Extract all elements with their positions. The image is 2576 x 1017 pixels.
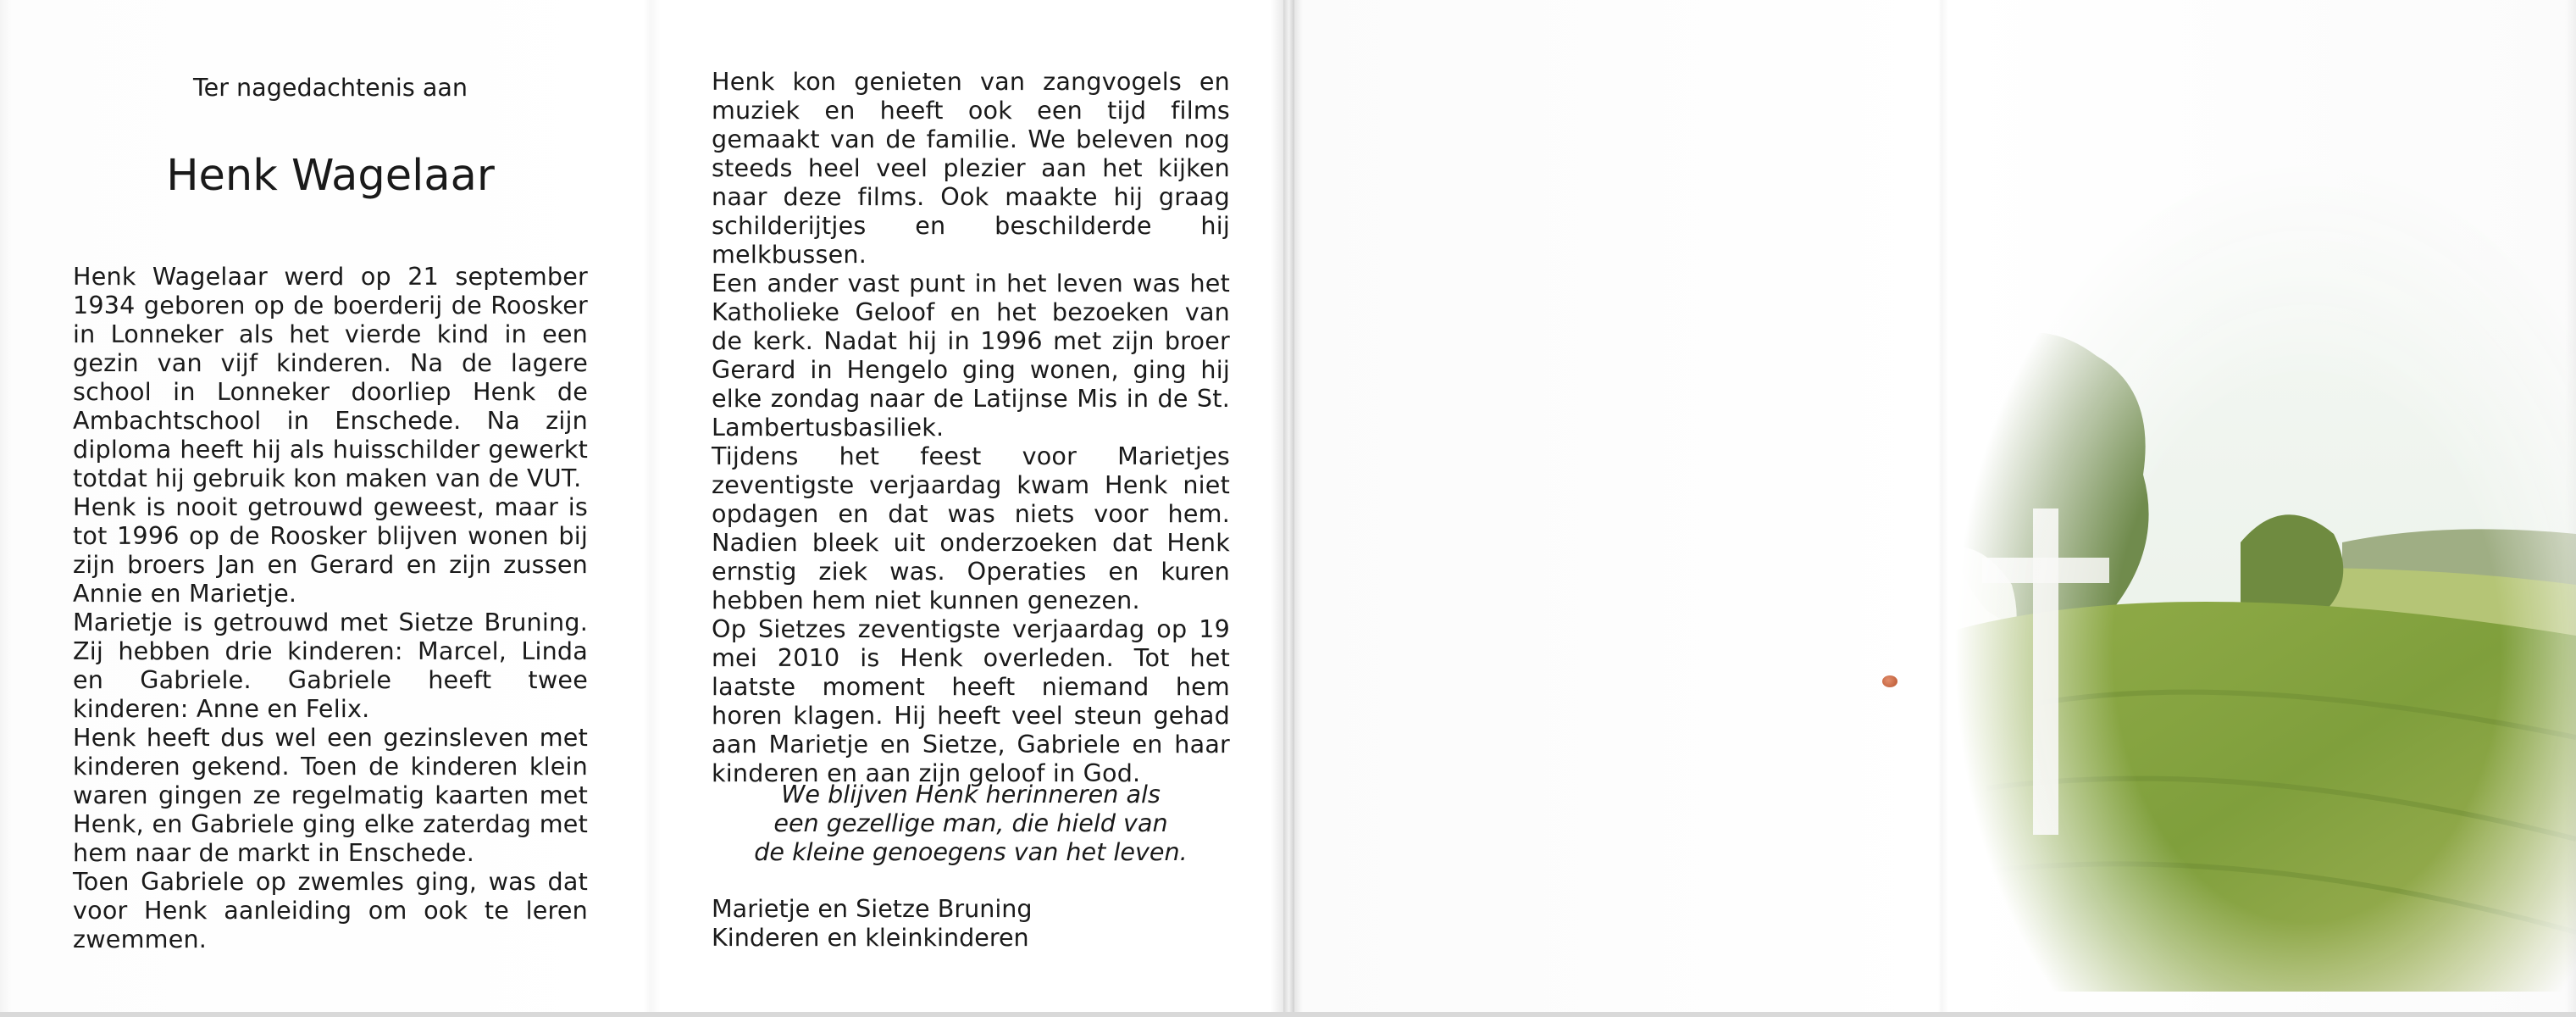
biography-paragraph: Henk is nooit getrouwd geweest, maar is tot 1996 op de Roosker blijven wonen bij zijn broers Jan en Gerard en zijn zussen Annie en Marietje. xyxy=(73,492,588,608)
biography-right-column xyxy=(712,67,1230,787)
biography-paragraph: Henk Wagelaar werd op 21 september 1934 geboren op de boerderij de Roosker in Lonneker als het vierde kind in een gezin van vijf kinderen. Na de lagere school in Lonneker doorliep Henk de Ambachtschool in Enschede. Na zijn diploma heeft hij als huisschilder gewerkt totdat hij gebruik kon maken van de VUT. xyxy=(73,262,588,492)
cross-horizontal xyxy=(1982,558,2109,583)
signature-line: Marietje en Sietze Bruning xyxy=(712,894,1033,923)
biography-paragraph: Op Sietzes zeventigste verjaardag op 19 mei 2010 is Henk overleden. Tot het laatste moment heeft niemand hem horen klagen. Hij heeft veel steun gehad aan Marietje en Sietze, Gabriele en haar kinderen en aan zijn geloof in God. xyxy=(712,614,1230,787)
card-bottom-edge xyxy=(0,1012,2576,1017)
memorial-poem xyxy=(712,780,1230,866)
biography-paragraph: Tijdens het feest voor Marietjes zeventigste verjaardag kwam Henk niet opdagen en dat was niets voor hem. Nadien bleek uit onderzoeken dat Henk ernstig ziek was. Operaties en kuren hebben hem niet kunnen genezen. xyxy=(712,442,1230,614)
card-gap xyxy=(1283,0,1294,1017)
poem-line: We blijven Henk herinneren als xyxy=(781,780,1161,809)
biography-paragraph: Een ander vast punt in het leven was het Katholieke Geloof en het bezoeken van de kerk. Nadat hij in 1996 met zijn broer Gerard in Hengelo ging wonen, ging hij elke zondag naar de Latijnse Mis in de St. Lambertusbasiliek. xyxy=(712,269,1230,442)
dedication-line: Ter nagedachtenis aan xyxy=(193,73,468,102)
family-signature xyxy=(712,894,1230,952)
cross-vertical xyxy=(2033,508,2058,835)
poem-line: een gezellige man, die hield van xyxy=(773,809,1168,837)
paper-stain xyxy=(1882,675,1897,687)
meadow xyxy=(1936,602,2576,992)
biography-paragraph: Toen Gabriele op zwemles ging, was dat voor Henk aanleiding om ook te leren zwemmen. xyxy=(73,867,588,953)
biography-paragraph: Marietje is getrouwd met Sietze Bruning. Zij hebben drie kinderen: Marcel, Linda en Gabriele. Gabriele heeft twee kinderen: Anne en Felix. xyxy=(73,608,588,723)
deceased-name: Henk Wagelaar xyxy=(166,151,495,201)
poem-line: de kleine genoegens van het leven. xyxy=(754,837,1188,866)
biography-left-column xyxy=(73,262,588,953)
cross-landscape-image xyxy=(1936,93,2576,992)
signature-line: Kinderen en kleinkinderen xyxy=(712,923,1029,952)
biography-paragraph: Henk heeft dus wel een gezinsleven met kinderen gekend. Toen de kinderen klein waren gingen ze regelmatig kaarten met Henk, en Gabriele ging elke zaterdag met hem naar de markt in Enschede. xyxy=(73,723,588,867)
biography-paragraph: Henk kon genieten van zangvogels en muziek en heeft ook een tijd films gemaakt van de familie. We beleven nog steeds heel veel plezier aan het kijken naar deze films. Ook maakte hij graag schilderijtjes en beschilderde hij melkbussen. xyxy=(712,67,1230,269)
